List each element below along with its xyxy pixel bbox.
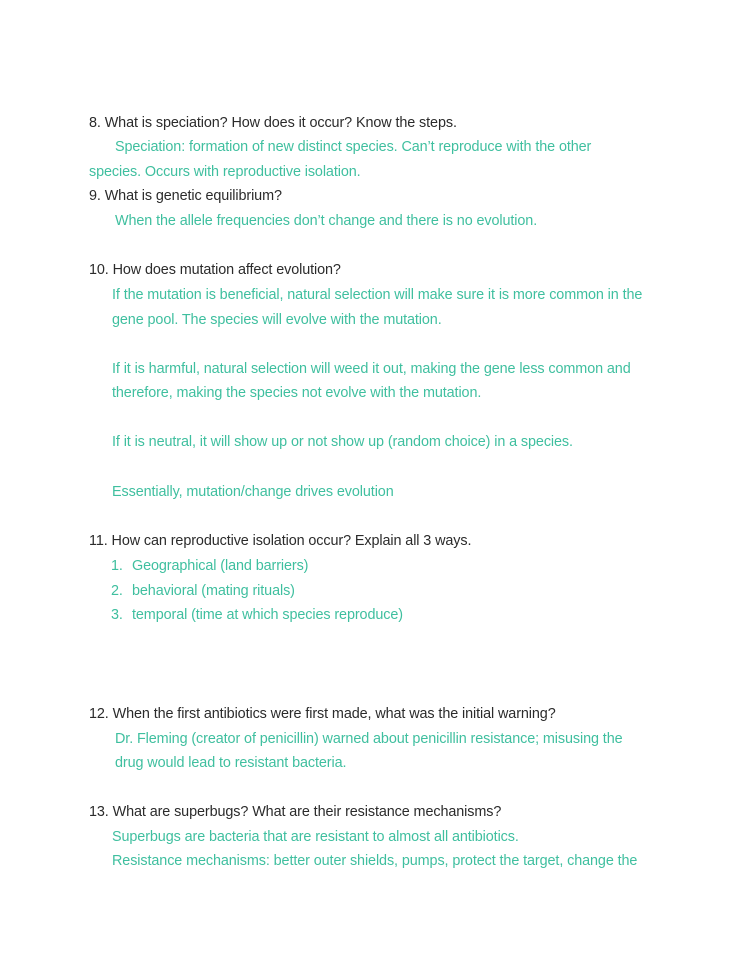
list-item-text: temporal (time at which species reproduce) [132,607,403,623]
answer-10-beneficial-line-2: gene pool. The species will evolve with the mutation. [112,312,442,328]
answer-10-beneficial-line-1: If the mutation is beneficial, natural selection will make sure it is more common in the [112,287,643,303]
answer-8-line-1: Speciation: formation of new distinct species. Can’t reproduce with the other [115,139,592,155]
answer-10-harmful-line-2: therefore, making the species not evolve with the mutation. [112,385,482,401]
answer-13-line-2: Resistance mechanisms: better outer shields, pumps, protect the target, change the [112,853,638,869]
answer-10-harmful-line-1: If it is harmful, natural selection will weed it out, making the gene less common and [112,361,631,377]
question-13: 13. What are superbugs? What are their resistance mechanisms? [89,804,502,820]
answer-9: When the allele frequencies don’t change and there is no evolution. [115,213,538,229]
question-11: 11. How can reproductive isolation occur? Explain all 3 ways. [89,533,472,549]
question-10: 10. How does mutation affect evolution? [89,262,341,278]
answer-13-line-1: Superbugs are bacteria that are resistant to almost all antibiotics. [112,829,519,845]
list-marker: 2. [111,583,123,599]
answer-12-line-1: Dr. Fleming (creator of penicillin) warned about penicillin resistance; misusing the [115,731,623,747]
list-item-text: behavioral (mating rituals) [132,583,295,599]
list-marker: 3. [111,607,123,623]
list-marker: 1. [111,558,123,574]
answer-10-summary: Essentially, mutation/change drives evolution [112,484,394,500]
answer-12-line-2: drug would lead to resistant bacteria. [115,755,347,771]
question-9: 9. What is genetic equilibrium? [89,188,282,204]
list-item [111,557,308,575]
question-8: 8. What is speciation? How does it occur? Know the steps. [89,115,457,131]
answer-10-neutral: If it is neutral, it will show up or not show up (random choice) in a species. [112,434,573,450]
question-12: 12. When the first antibiotics were first made, what was the initial warning? [89,706,556,722]
answer-8-line-2: species. Occurs with reproductive isolation. [89,164,361,180]
list-item [111,606,403,624]
list-item [111,582,295,600]
list-item-text: Geographical (land barriers) [132,558,309,574]
